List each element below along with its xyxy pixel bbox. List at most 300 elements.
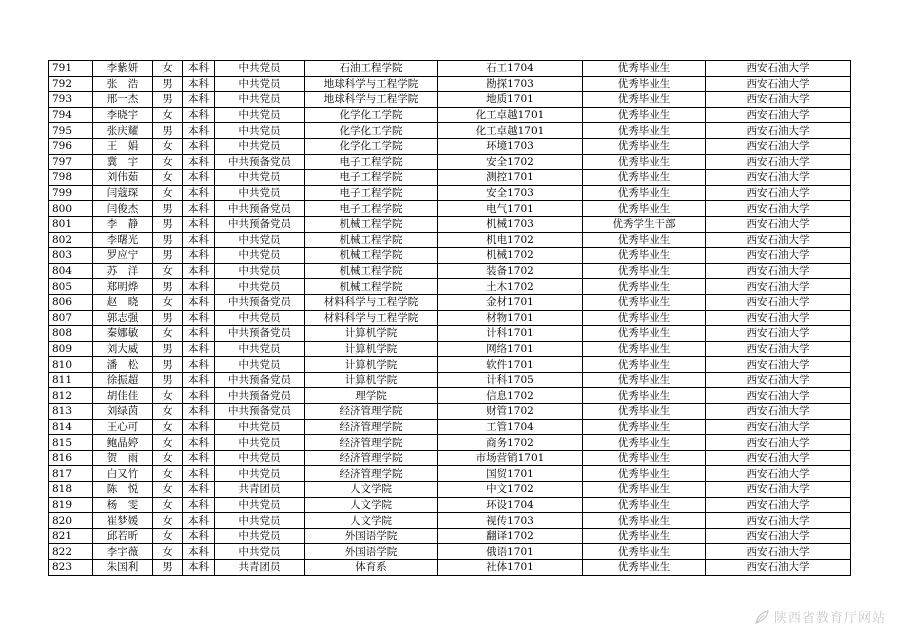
college-cell: 计算机学院 [305,341,438,357]
degree-cell: 本科 [183,513,215,529]
university-cell: 西安石油大学 [706,435,851,451]
class-cell: 装备1702 [438,263,583,279]
university-cell: 西安石油大学 [706,341,851,357]
table-row [49,294,851,310]
college-cell: 机械工程学院 [305,232,438,248]
gender-cell: 女 [153,185,183,201]
row-number-cell: 806 [49,294,93,310]
table-row [49,388,851,404]
student-name-cell: 秦娜敏 [93,326,153,342]
award-cell: 优秀毕业生 [583,170,706,186]
college-cell: 计算机学院 [305,357,438,373]
degree-cell: 本科 [183,92,215,108]
gender-cell: 女 [153,326,183,342]
student-name-cell: 闫俊杰 [93,201,153,217]
row-number-cell: 810 [49,357,93,373]
student-name-cell: 张 浩 [93,76,153,92]
row-number-cell: 794 [49,107,93,123]
table-row [49,544,851,560]
gender-cell: 男 [153,279,183,295]
college-cell: 化学化工学院 [305,107,438,123]
degree-cell: 本科 [183,404,215,420]
class-cell: 地质1701 [438,92,583,108]
degree-cell: 本科 [183,544,215,560]
university-cell: 西安石油大学 [706,216,851,232]
row-number-cell: 793 [49,92,93,108]
college-cell: 材料科学与工程学院 [305,294,438,310]
class-cell: 计科1701 [438,326,583,342]
class-cell: 安全1702 [438,154,583,170]
degree-cell: 本科 [183,170,215,186]
table-row [49,248,851,264]
class-cell: 勘探1703 [438,76,583,92]
table-row [49,372,851,388]
student-name-cell: 胡佳佳 [93,388,153,404]
student-name-cell: 刘伟茹 [93,170,153,186]
political-status-cell: 中共党员 [215,107,305,123]
college-cell: 经济管理学院 [305,450,438,466]
gender-cell: 女 [153,107,183,123]
political-status-cell: 中共党员 [215,263,305,279]
student-name-cell: 李 静 [93,216,153,232]
row-number-cell: 803 [49,248,93,264]
degree-cell: 本科 [183,248,215,264]
gender-cell: 男 [153,560,183,576]
student-name-cell: 刘大威 [93,341,153,357]
gender-cell: 男 [153,92,183,108]
degree-cell: 本科 [183,419,215,435]
college-cell: 理学院 [305,388,438,404]
gender-cell: 女 [153,482,183,498]
award-cell: 优秀毕业生 [583,450,706,466]
university-cell: 西安石油大学 [706,357,851,373]
university-cell: 西安石油大学 [706,138,851,154]
political-status-cell: 中共预备党员 [215,372,305,388]
table-row [49,279,851,295]
award-cell: 优秀毕业生 [583,248,706,264]
award-cell: 优秀毕业生 [583,232,706,248]
table-row [49,326,851,342]
gender-cell: 女 [153,544,183,560]
university-cell: 西安石油大学 [706,388,851,404]
student-name-cell: 张庆耀 [93,123,153,139]
table-row [49,138,851,154]
college-cell: 电子工程学院 [305,201,438,217]
award-cell: 优秀毕业生 [583,560,706,576]
gender-cell: 女 [153,388,183,404]
site-watermark [754,607,886,626]
award-cell: 优秀毕业生 [583,513,706,529]
award-cell: 优秀毕业生 [583,154,706,170]
college-cell: 石油工程学院 [305,61,438,77]
table-row [49,466,851,482]
class-cell: 机械1702 [438,248,583,264]
gender-cell: 女 [153,466,183,482]
political-status-cell: 中共党员 [215,357,305,373]
gender-cell: 女 [153,528,183,544]
table-row [49,404,851,420]
gender-cell: 女 [153,170,183,186]
row-number-cell: 818 [49,482,93,498]
political-status-cell: 中共党员 [215,138,305,154]
university-cell: 西安石油大学 [706,263,851,279]
table-row [49,123,851,139]
gender-cell: 男 [153,248,183,264]
table-row [49,357,851,373]
row-number-cell: 815 [49,435,93,451]
award-cell: 优秀毕业生 [583,263,706,279]
political-status-cell: 中共党员 [215,76,305,92]
college-cell: 电子工程学院 [305,170,438,186]
row-number-cell: 813 [49,404,93,420]
gender-cell: 女 [153,154,183,170]
award-cell: 优秀毕业生 [583,357,706,373]
degree-cell: 本科 [183,357,215,373]
student-name-cell: 冀 宇 [93,154,153,170]
award-cell: 优秀毕业生 [583,404,706,420]
gender-cell: 男 [153,372,183,388]
row-number-cell: 809 [49,341,93,357]
class-cell: 工管1704 [438,419,583,435]
table-row [49,76,851,92]
class-cell: 石工1704 [438,61,583,77]
student-name-cell: 李宇薇 [93,544,153,560]
political-status-cell: 中共党员 [215,419,305,435]
university-cell: 西安石油大学 [706,232,851,248]
university-cell: 西安石油大学 [706,372,851,388]
award-cell: 优秀毕业生 [583,388,706,404]
college-cell: 经济管理学院 [305,466,438,482]
political-status-cell: 中共预备党员 [215,216,305,232]
row-number-cell: 797 [49,154,93,170]
student-name-cell: 王心可 [93,419,153,435]
gender-cell: 女 [153,404,183,420]
row-number-cell: 791 [49,61,93,77]
class-cell: 社体1701 [438,560,583,576]
leaf-logo-icon [754,609,770,625]
college-cell: 人文学院 [305,513,438,529]
college-cell: 机械工程学院 [305,216,438,232]
college-cell: 电子工程学院 [305,154,438,170]
college-cell: 机械工程学院 [305,279,438,295]
degree-cell: 本科 [183,201,215,217]
student-name-cell: 郑明烨 [93,279,153,295]
award-cell: 优秀毕业生 [583,138,706,154]
row-number-cell: 807 [49,310,93,326]
row-number-cell: 811 [49,372,93,388]
university-cell: 西安石油大学 [706,294,851,310]
degree-cell: 本科 [183,279,215,295]
college-cell: 外国语学院 [305,528,438,544]
award-cell: 优秀毕业生 [583,435,706,451]
student-name-cell: 白又竹 [93,466,153,482]
degree-cell: 本科 [183,76,215,92]
row-number-cell: 800 [49,201,93,217]
university-cell: 西安石油大学 [706,123,851,139]
political-status-cell: 中共预备党员 [215,388,305,404]
student-name-cell: 潘 松 [93,357,153,373]
class-cell: 市场营销1701 [438,450,583,466]
row-number-cell: 802 [49,232,93,248]
class-cell: 计科1705 [438,372,583,388]
college-cell: 地球科学与工程学院 [305,92,438,108]
class-cell: 商务1702 [438,435,583,451]
class-cell: 安全1703 [438,185,583,201]
class-cell: 环设1704 [438,497,583,513]
student-name-cell: 贺 雨 [93,450,153,466]
degree-cell: 本科 [183,216,215,232]
university-cell: 西安石油大学 [706,310,851,326]
university-cell: 西安石油大学 [706,513,851,529]
university-cell: 西安石油大学 [706,154,851,170]
university-cell: 西安石油大学 [706,92,851,108]
college-cell: 材料科学与工程学院 [305,310,438,326]
table-row [49,107,851,123]
award-cell: 优秀毕业生 [583,372,706,388]
political-status-cell: 中共预备党员 [215,404,305,420]
college-cell: 经济管理学院 [305,404,438,420]
gender-cell: 女 [153,513,183,529]
college-cell: 计算机学院 [305,372,438,388]
gender-cell: 男 [153,123,183,139]
award-cell: 优秀学生干部 [583,216,706,232]
gender-cell: 女 [153,435,183,451]
political-status-cell: 中共党员 [215,544,305,560]
student-name-cell: 刘绿茵 [93,404,153,420]
political-status-cell: 中共党员 [215,279,305,295]
college-cell: 人文学院 [305,482,438,498]
political-status-cell: 中共预备党员 [215,294,305,310]
table-row [49,419,851,435]
row-number-cell: 795 [49,123,93,139]
award-cell: 优秀毕业生 [583,544,706,560]
university-cell: 西安石油大学 [706,450,851,466]
university-cell: 西安石油大学 [706,279,851,295]
college-cell: 经济管理学院 [305,435,438,451]
class-cell: 视传1703 [438,513,583,529]
table-row [49,216,851,232]
political-status-cell: 中共党员 [215,248,305,264]
college-cell: 计算机学院 [305,326,438,342]
row-number-cell: 798 [49,170,93,186]
gender-cell: 女 [153,450,183,466]
degree-cell: 本科 [183,232,215,248]
university-cell: 西安石油大学 [706,482,851,498]
table-row [49,185,851,201]
political-status-cell: 中共党员 [215,341,305,357]
table-row [49,513,851,529]
degree-cell: 本科 [183,450,215,466]
student-name-cell: 朱国利 [93,560,153,576]
student-name-cell: 苏 洋 [93,263,153,279]
student-name-cell: 陈 悦 [93,482,153,498]
award-cell: 优秀毕业生 [583,326,706,342]
award-cell: 优秀毕业生 [583,497,706,513]
degree-cell: 本科 [183,138,215,154]
award-cell: 优秀毕业生 [583,294,706,310]
political-status-cell: 中共党员 [215,123,305,139]
university-cell: 西安石油大学 [706,560,851,576]
award-cell: 优秀毕业生 [583,466,706,482]
gender-cell: 男 [153,232,183,248]
class-cell: 网络1701 [438,341,583,357]
degree-cell: 本科 [183,466,215,482]
class-cell: 机电1702 [438,232,583,248]
row-number-cell: 812 [49,388,93,404]
degree-cell: 本科 [183,123,215,139]
class-cell: 化工卓越1701 [438,123,583,139]
college-cell: 人文学院 [305,497,438,513]
university-cell: 西安石油大学 [706,248,851,264]
university-cell: 西安石油大学 [706,466,851,482]
row-number-cell: 792 [49,76,93,92]
class-cell: 软件1701 [438,357,583,373]
degree-cell: 本科 [183,263,215,279]
political-status-cell: 中共预备党员 [215,201,305,217]
college-cell: 地球科学与工程学院 [305,76,438,92]
class-cell: 财管1702 [438,404,583,420]
degree-cell: 本科 [183,326,215,342]
class-cell: 翻译1702 [438,528,583,544]
degree-cell: 本科 [183,341,215,357]
gender-cell: 女 [153,263,183,279]
row-number-cell: 821 [49,528,93,544]
table-row [49,170,851,186]
student-name-cell: 闫蔻琛 [93,185,153,201]
university-cell: 西安石油大学 [706,326,851,342]
class-cell: 环境1703 [438,138,583,154]
university-cell: 西安石油大学 [706,544,851,560]
degree-cell: 本科 [183,482,215,498]
gender-cell: 男 [153,201,183,217]
gender-cell: 女 [153,419,183,435]
political-status-cell: 中共党员 [215,232,305,248]
degree-cell: 本科 [183,388,215,404]
table-row [49,341,851,357]
college-cell: 机械工程学院 [305,248,438,264]
table-row [49,528,851,544]
row-number-cell: 796 [49,138,93,154]
degree-cell: 本科 [183,497,215,513]
political-status-cell: 中共预备党员 [215,326,305,342]
student-name-cell: 邱若昕 [93,528,153,544]
student-name-cell: 邢一杰 [93,92,153,108]
political-status-cell: 中共党员 [215,310,305,326]
gender-cell: 女 [153,138,183,154]
watermark-text: 陕西省教育厅网站 [773,611,886,626]
table-row [49,310,851,326]
degree-cell: 本科 [183,185,215,201]
university-cell: 西安石油大学 [706,497,851,513]
honors-table [48,60,851,576]
university-cell: 西安石油大学 [706,419,851,435]
political-status-cell: 中共党员 [215,435,305,451]
class-cell: 土木1702 [438,279,583,295]
degree-cell: 本科 [183,372,215,388]
table-body [49,61,851,576]
degree-cell: 本科 [183,61,215,77]
class-cell: 电气1701 [438,201,583,217]
student-name-cell: 罗应宁 [93,248,153,264]
gender-cell: 女 [153,294,183,310]
award-cell: 优秀毕业生 [583,61,706,77]
degree-cell: 本科 [183,310,215,326]
college-cell: 体育系 [305,560,438,576]
class-cell: 国贸1701 [438,466,583,482]
table-row [49,232,851,248]
student-name-cell: 徐振超 [93,372,153,388]
degree-cell: 本科 [183,154,215,170]
row-number-cell: 822 [49,544,93,560]
row-number-cell: 819 [49,497,93,513]
student-name-cell: 李晓宇 [93,107,153,123]
political-status-cell: 中共党员 [215,513,305,529]
student-name-cell: 杨 雯 [93,497,153,513]
class-cell: 中文1702 [438,482,583,498]
political-status-cell: 中共党员 [215,61,305,77]
award-cell: 优秀毕业生 [583,185,706,201]
political-status-cell: 中共党员 [215,170,305,186]
political-status-cell: 共青团员 [215,482,305,498]
award-cell: 优秀毕业生 [583,482,706,498]
college-cell: 经济管理学院 [305,419,438,435]
row-number-cell: 808 [49,326,93,342]
class-cell: 俄语1701 [438,544,583,560]
award-cell: 优秀毕业生 [583,341,706,357]
award-cell: 优秀毕业生 [583,92,706,108]
table-row [49,263,851,279]
student-name-cell: 李曙光 [93,232,153,248]
row-number-cell: 816 [49,450,93,466]
award-cell: 优秀毕业生 [583,123,706,139]
university-cell: 西安石油大学 [706,404,851,420]
gender-cell: 男 [153,341,183,357]
gender-cell: 女 [153,497,183,513]
college-cell: 化学化工学院 [305,123,438,139]
class-cell: 测控1701 [438,170,583,186]
row-number-cell: 799 [49,185,93,201]
political-status-cell: 中共党员 [215,497,305,513]
row-number-cell: 823 [49,560,93,576]
award-cell: 优秀毕业生 [583,76,706,92]
gender-cell: 男 [153,76,183,92]
degree-cell: 本科 [183,560,215,576]
gender-cell: 男 [153,216,183,232]
college-cell: 化学化工学院 [305,138,438,154]
table-row [49,201,851,217]
political-status-cell: 中共预备党员 [215,154,305,170]
class-cell: 信息1702 [438,388,583,404]
degree-cell: 本科 [183,528,215,544]
award-cell: 优秀毕业生 [583,310,706,326]
award-cell: 优秀毕业生 [583,528,706,544]
gender-cell: 男 [153,357,183,373]
award-cell: 优秀毕业生 [583,107,706,123]
university-cell: 西安石油大学 [706,201,851,217]
award-cell: 优秀毕业生 [583,279,706,295]
college-cell: 外国语学院 [305,544,438,560]
university-cell: 西安石油大学 [706,107,851,123]
political-status-cell: 中共党员 [215,528,305,544]
class-cell: 化工卓越1701 [438,107,583,123]
student-name-cell: 崔梦媛 [93,513,153,529]
award-cell: 优秀毕业生 [583,419,706,435]
table-row [49,560,851,576]
table-row [49,482,851,498]
degree-cell: 本科 [183,294,215,310]
gender-cell: 男 [153,310,183,326]
class-cell: 机械1703 [438,216,583,232]
